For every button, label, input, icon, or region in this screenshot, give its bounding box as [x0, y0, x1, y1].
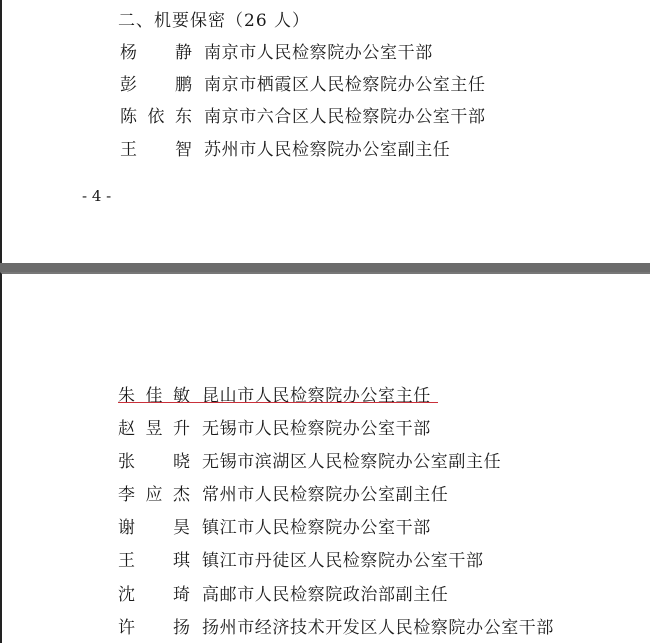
person-unit: 镇江市人民检察院办公室干部 [202, 518, 431, 538]
person-unit: 南京市人民检察院办公室干部 [204, 43, 433, 63]
person-unit: 常州市人民检察院办公室副主任 [202, 485, 449, 505]
person-name: 彭 鹏 [120, 75, 192, 95]
person-name: 沈 琦 [118, 585, 190, 605]
person-name: 许 扬 [118, 618, 190, 638]
person-name: 朱佳敏 [118, 386, 190, 406]
person-name: 杨 静 [120, 43, 192, 63]
person-unit: 无锡市滨湖区人民检察院办公室副主任 [202, 452, 502, 472]
person-name: 赵昱升 [118, 419, 190, 439]
person-unit: 无锡市人民检察院办公室干部 [202, 419, 431, 439]
document-page-top [0, 0, 650, 263]
person-unit: 镇江市丹徒区人民检察院办公室干部 [202, 551, 484, 571]
person-name: 李应杰 [118, 485, 190, 505]
page-number: - 4 - [82, 187, 112, 205]
person-name: 张 晓 [118, 452, 190, 472]
person-name: 陈依东 [120, 107, 192, 127]
person-name: 谢 昊 [118, 518, 190, 538]
person-unit: 昆山市人民检察院办公室主任 [202, 386, 431, 406]
section-heading: 二、机要保密（26 人） [118, 11, 311, 31]
highlight-underline [118, 402, 438, 403]
person-unit: 扬州市经济技术开发区人民检察院办公室干部 [202, 618, 554, 638]
person-unit: 高邮市人民检察院政治部副主任 [202, 585, 449, 605]
person-unit: 苏州市人民检察院办公室副主任 [204, 140, 451, 160]
person-unit: 南京市栖霞区人民检察院办公室主任 [204, 75, 486, 95]
page-separator [0, 263, 650, 272]
person-unit: 南京市六合区人民检察院办公室干部 [204, 107, 486, 127]
person-name: 王 琪 [118, 551, 190, 571]
person-name: 王 智 [120, 140, 192, 160]
